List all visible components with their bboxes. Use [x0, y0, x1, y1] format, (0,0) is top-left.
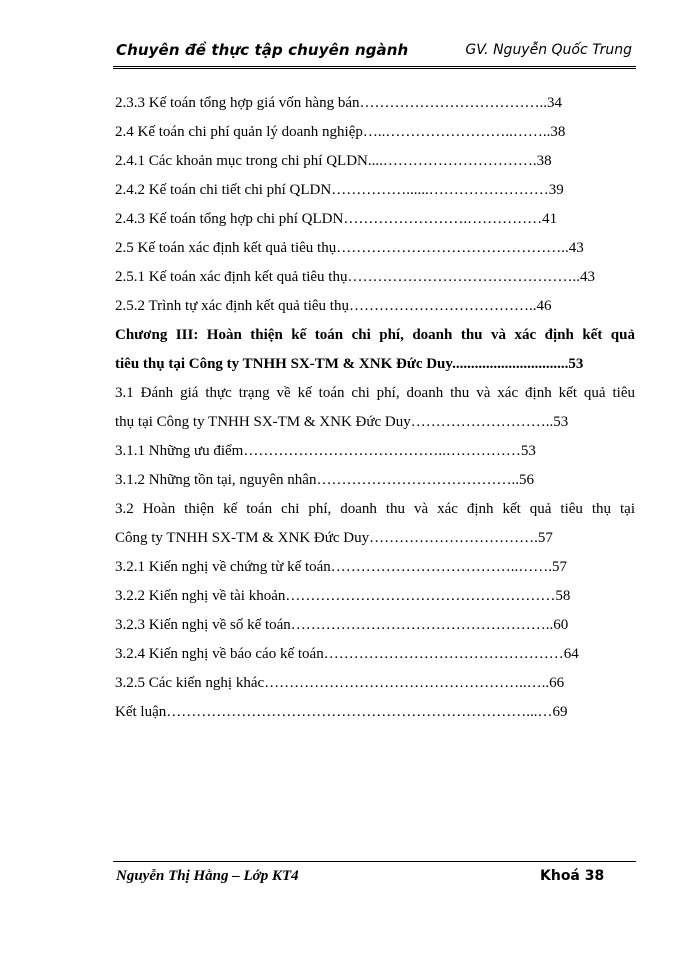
toc-entry-conclusion: Kết luận………………………………………………………………...…69: [115, 704, 568, 720]
page-header: [113, 40, 636, 69]
toc-entry-3-2-1: 3.2.1 Kiến nghị về chứng từ kế toán………………………………..…….57: [115, 559, 568, 575]
toc-entry-3-1-2: 3.1.2 Những tồn tại, nguyên nhân…………………………………..56: [115, 472, 534, 488]
toc-entry-2-3-3: 2.3.3 Kế toán tổng hợp giá vốn hàng bán………………………………..34: [115, 95, 563, 111]
toc-entry-3-2-5: 3.2.5 Các kiến nghị khác……………………………………………..…..66: [115, 675, 565, 691]
toc-entry-2-4-2: 2.4.2 Kế toán chi tiết chi phí QLDN……………......……………………39: [115, 182, 564, 198]
table-of-contents: [115, 89, 635, 727]
toc-entry-2-4-1: 2.4.1 Các khoản mục trong chi phí QLDN....………………………….38: [115, 153, 552, 169]
toc-entry-2-4-3: 2.4.3 Kế toán tổng hợp chi phí QLDN…………………….……………41: [115, 211, 558, 227]
footer-author: Nguyễn Thị Hằng – Lớp KT4: [116, 868, 299, 884]
toc-entry-3-2-line-2: Công ty TNHH SX-TM & XNK Đức Duy…………………………….57: [115, 530, 553, 546]
toc-entry-2-5: 2.5 Kế toán xác định kết quả tiêu thụ………………………………………..43: [115, 240, 584, 256]
toc-entry-3-2-line-1: 3.2 Hoàn thiện kế toán chi phí, doanh thu và xác định kết quả tiêu thụ tại: [115, 501, 635, 517]
toc-entry-2-4: 2.4 Kế toán chi phí quản lý doanh nghiệp…..……………………..……..38: [115, 124, 566, 140]
page-footer: [113, 861, 636, 892]
toc-entry-2-5-1: 2.5.1 Kế toán xác định kết quả tiêu thụ………………………………………..43: [115, 269, 595, 285]
header-instructor: GV. Nguyễn Quốc Trung: [465, 42, 632, 58]
toc-entry-3-1-line-1: 3.1 Đánh giá thực trạng về kế toán chi phí, doanh thu và xác định kết quả tiêu: [115, 385, 635, 401]
footer-course: Khoá 38: [540, 868, 605, 884]
toc-entry-2-5-2: 2.5.2 Trình tự xác định kết quả tiêu thụ………………………………..46: [115, 298, 552, 314]
toc-entry-3-2-2: 3.2.2 Kiến nghị về tài khoản………………………………………………58: [115, 588, 571, 604]
toc-chapter-3-line-2: tiêu thụ tại Công ty TNHH SX-TM & XNK Đức Duy...............................53: [115, 356, 584, 372]
header-title: Chuyên đề thực tập chuyên ngành: [116, 41, 409, 59]
toc-entry-3-2-4: 3.2.4 Kiến nghị về báo cáo kế toán…………………………………………64: [115, 646, 579, 662]
toc-entry-3-2-3: 3.2.3 Kiến nghị về sổ kế toán……………………………………………..60: [115, 617, 569, 633]
toc-entry-3-1-1: 3.1.1 Những ưu điểm…………………………………..……………53: [115, 443, 536, 459]
toc-entry-3-1-line-2: thụ tại Công ty TNHH SX-TM & XNK Đức Duy………………………..53: [115, 414, 569, 430]
toc-chapter-3-line-1: Chương III: Hoàn thiện kế toán chi phí, doanh thu và xác định kết quả: [115, 327, 635, 343]
